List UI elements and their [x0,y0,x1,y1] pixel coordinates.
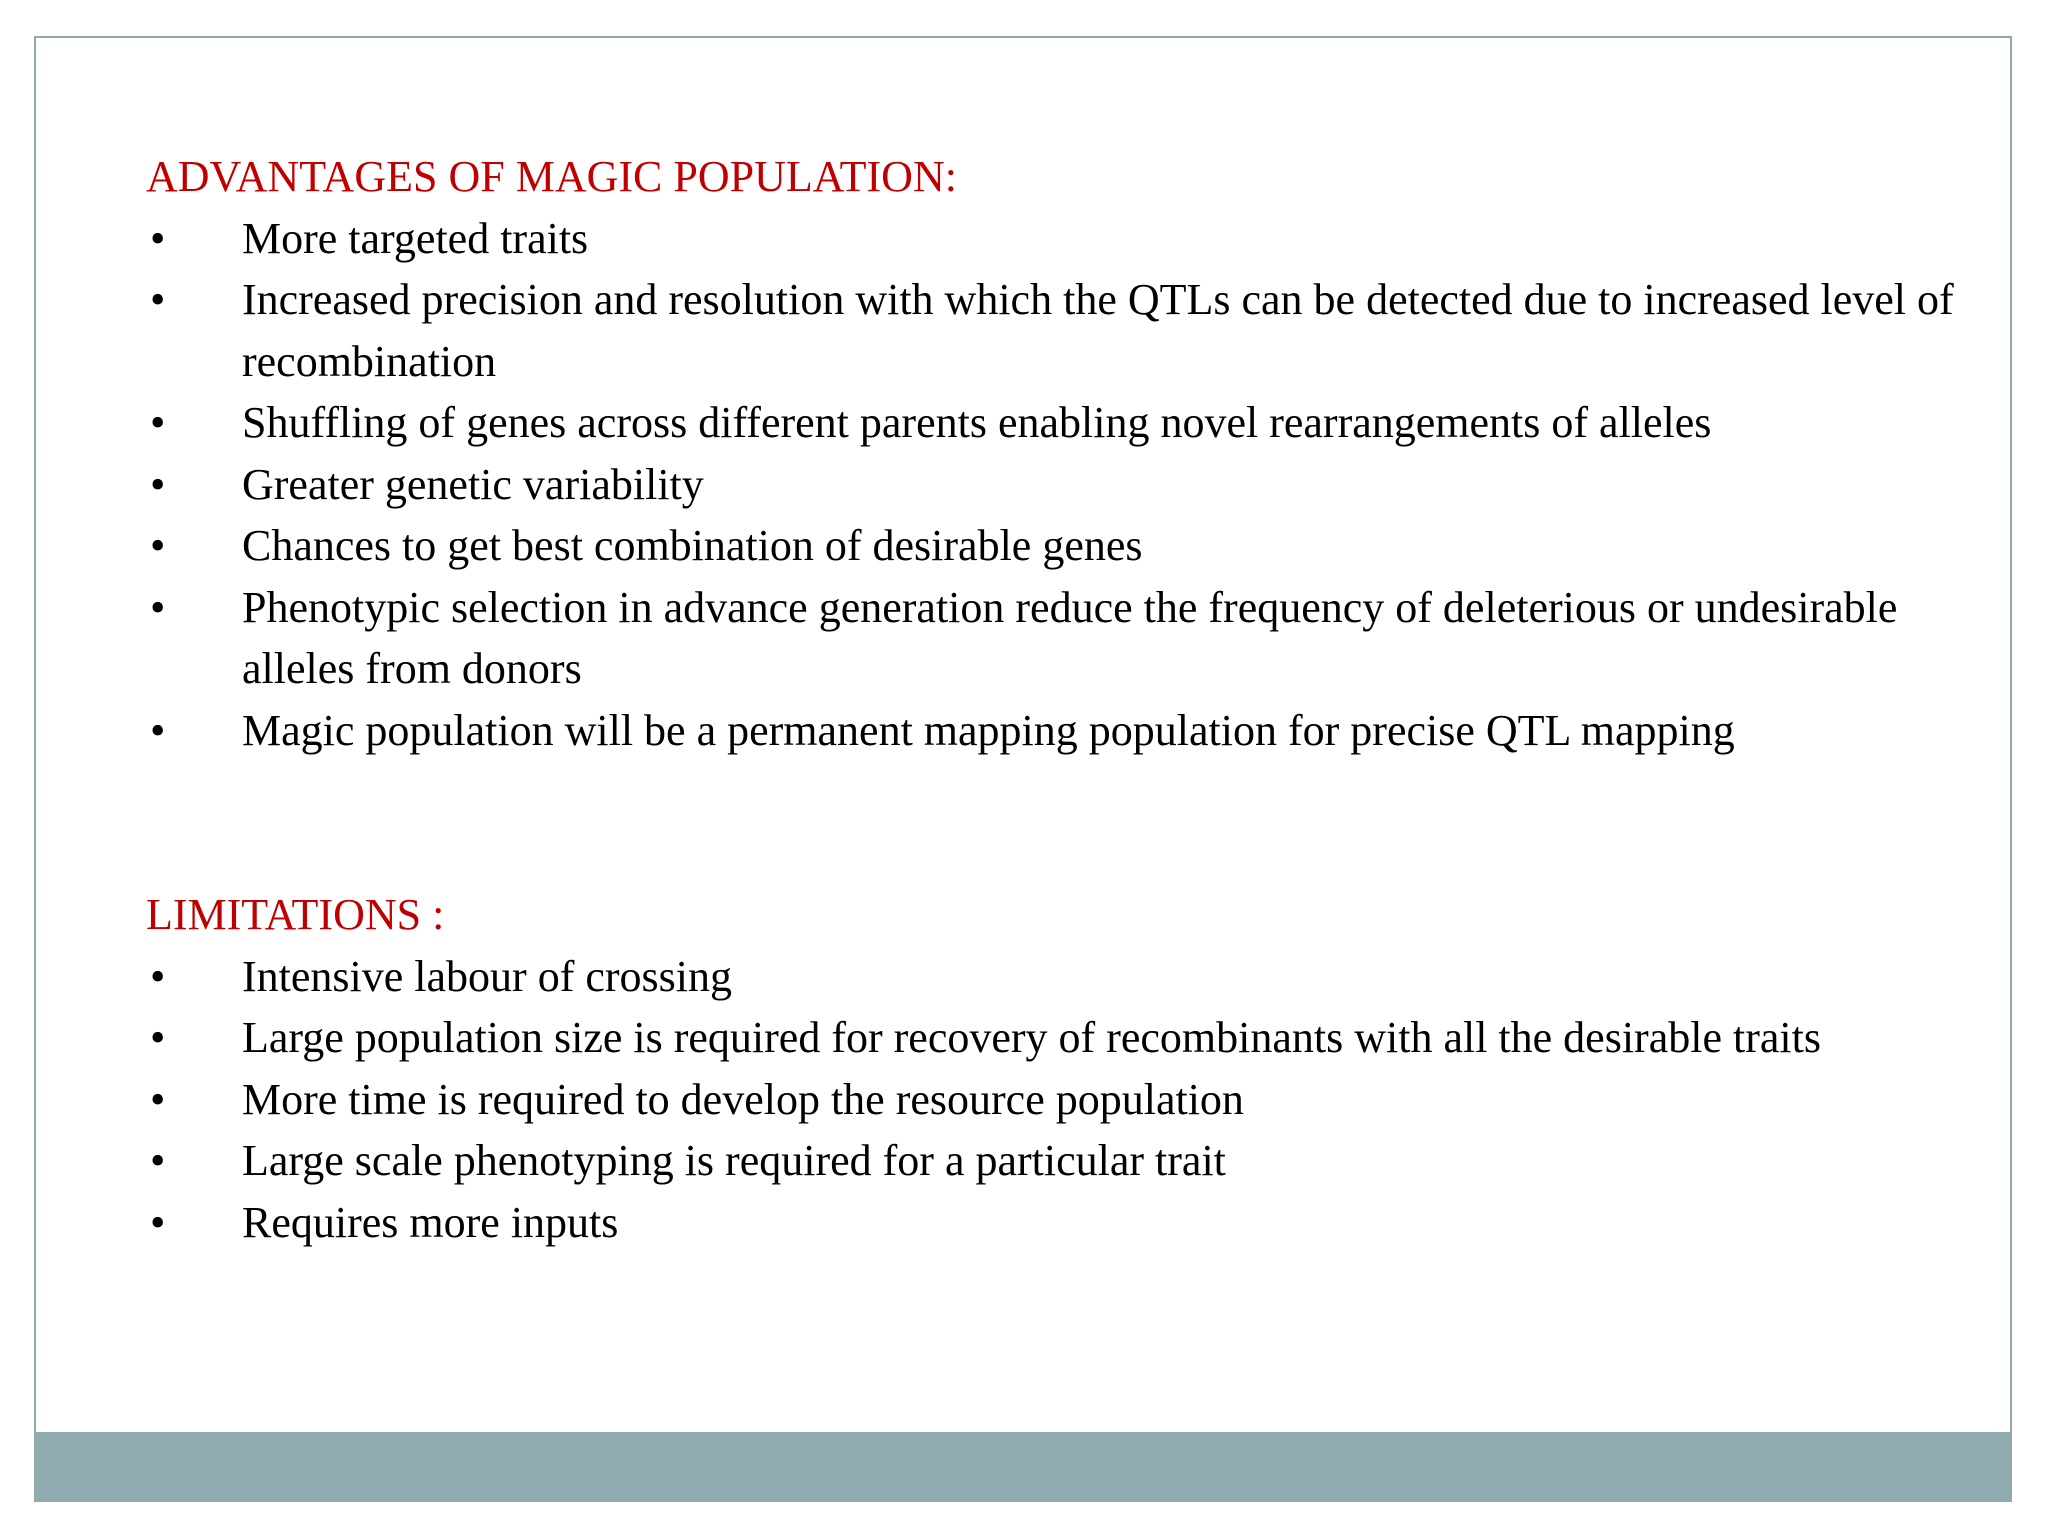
slide-content [146,146,1986,1253]
limitation-item [146,1069,1986,1131]
bullet-icon: • [150,1013,166,1062]
bullet-icon: • [150,1197,166,1247]
advantage-text: More targeted traits [242,213,589,263]
limitation-text: Requires more inputs [242,1197,619,1247]
bullet-icon: • [150,582,166,632]
advantages-list [146,208,1986,762]
advantages-heading: ADVANTAGES OF MAGIC POPULATION: [146,152,957,201]
bullet-icon: • [150,213,166,263]
limitation-text: Intensive labour of crossing [242,951,732,1001]
bullet-icon: • [150,1136,166,1185]
slide [34,36,2012,1502]
limitation-text: Large population size is required for recovery of recombinants with all the desirable traits [242,1013,1821,1062]
advantage-text: Chances to get best combination of desirable genes [242,521,1143,570]
footer-band [36,1432,2010,1500]
limitation-text: More time is required to develop the resource population [242,1074,1244,1124]
advantage-item [146,269,1986,392]
bullet-icon: • [150,459,166,509]
advantage-text: Magic population will be a permanent mapping population for precise QTL mapping [242,705,1735,755]
bullet-icon: • [150,275,166,324]
advantage-text: Increased precision and resolution with which the QTLs can be detected due to increased level of recombination [242,275,1954,386]
section-spacer [146,761,1986,884]
limitation-text: Large scale phenotyping is required for a particular trait [242,1136,1226,1185]
limitations-list [146,946,1986,1254]
bullet-icon: • [150,398,166,447]
advantage-item [146,454,1986,516]
bullet-icon: • [150,1074,166,1124]
advantage-text: Greater genetic variability [242,459,704,509]
advantage-text: Phenotypic selection in advance generation reduce the frequency of deleterious or undesirable alleles from donors [242,582,1898,693]
bullet-icon: • [150,521,166,570]
limitation-item [146,1007,1986,1069]
bullet-icon: • [150,705,166,755]
bullet-icon: • [150,951,166,1001]
advantage-item [146,208,1986,270]
advantage-item [146,515,1986,577]
advantage-item [146,577,1986,700]
limitation-item [146,1130,1986,1192]
limitations-heading: LIMITATIONS : [146,890,445,939]
limitation-item [146,946,1986,1008]
limitation-item [146,1192,1986,1254]
advantage-item [146,392,1986,454]
advantage-text: Shuffling of genes across different parents enabling novel rearrangements of alleles [242,398,1712,447]
advantage-item [146,700,1986,762]
